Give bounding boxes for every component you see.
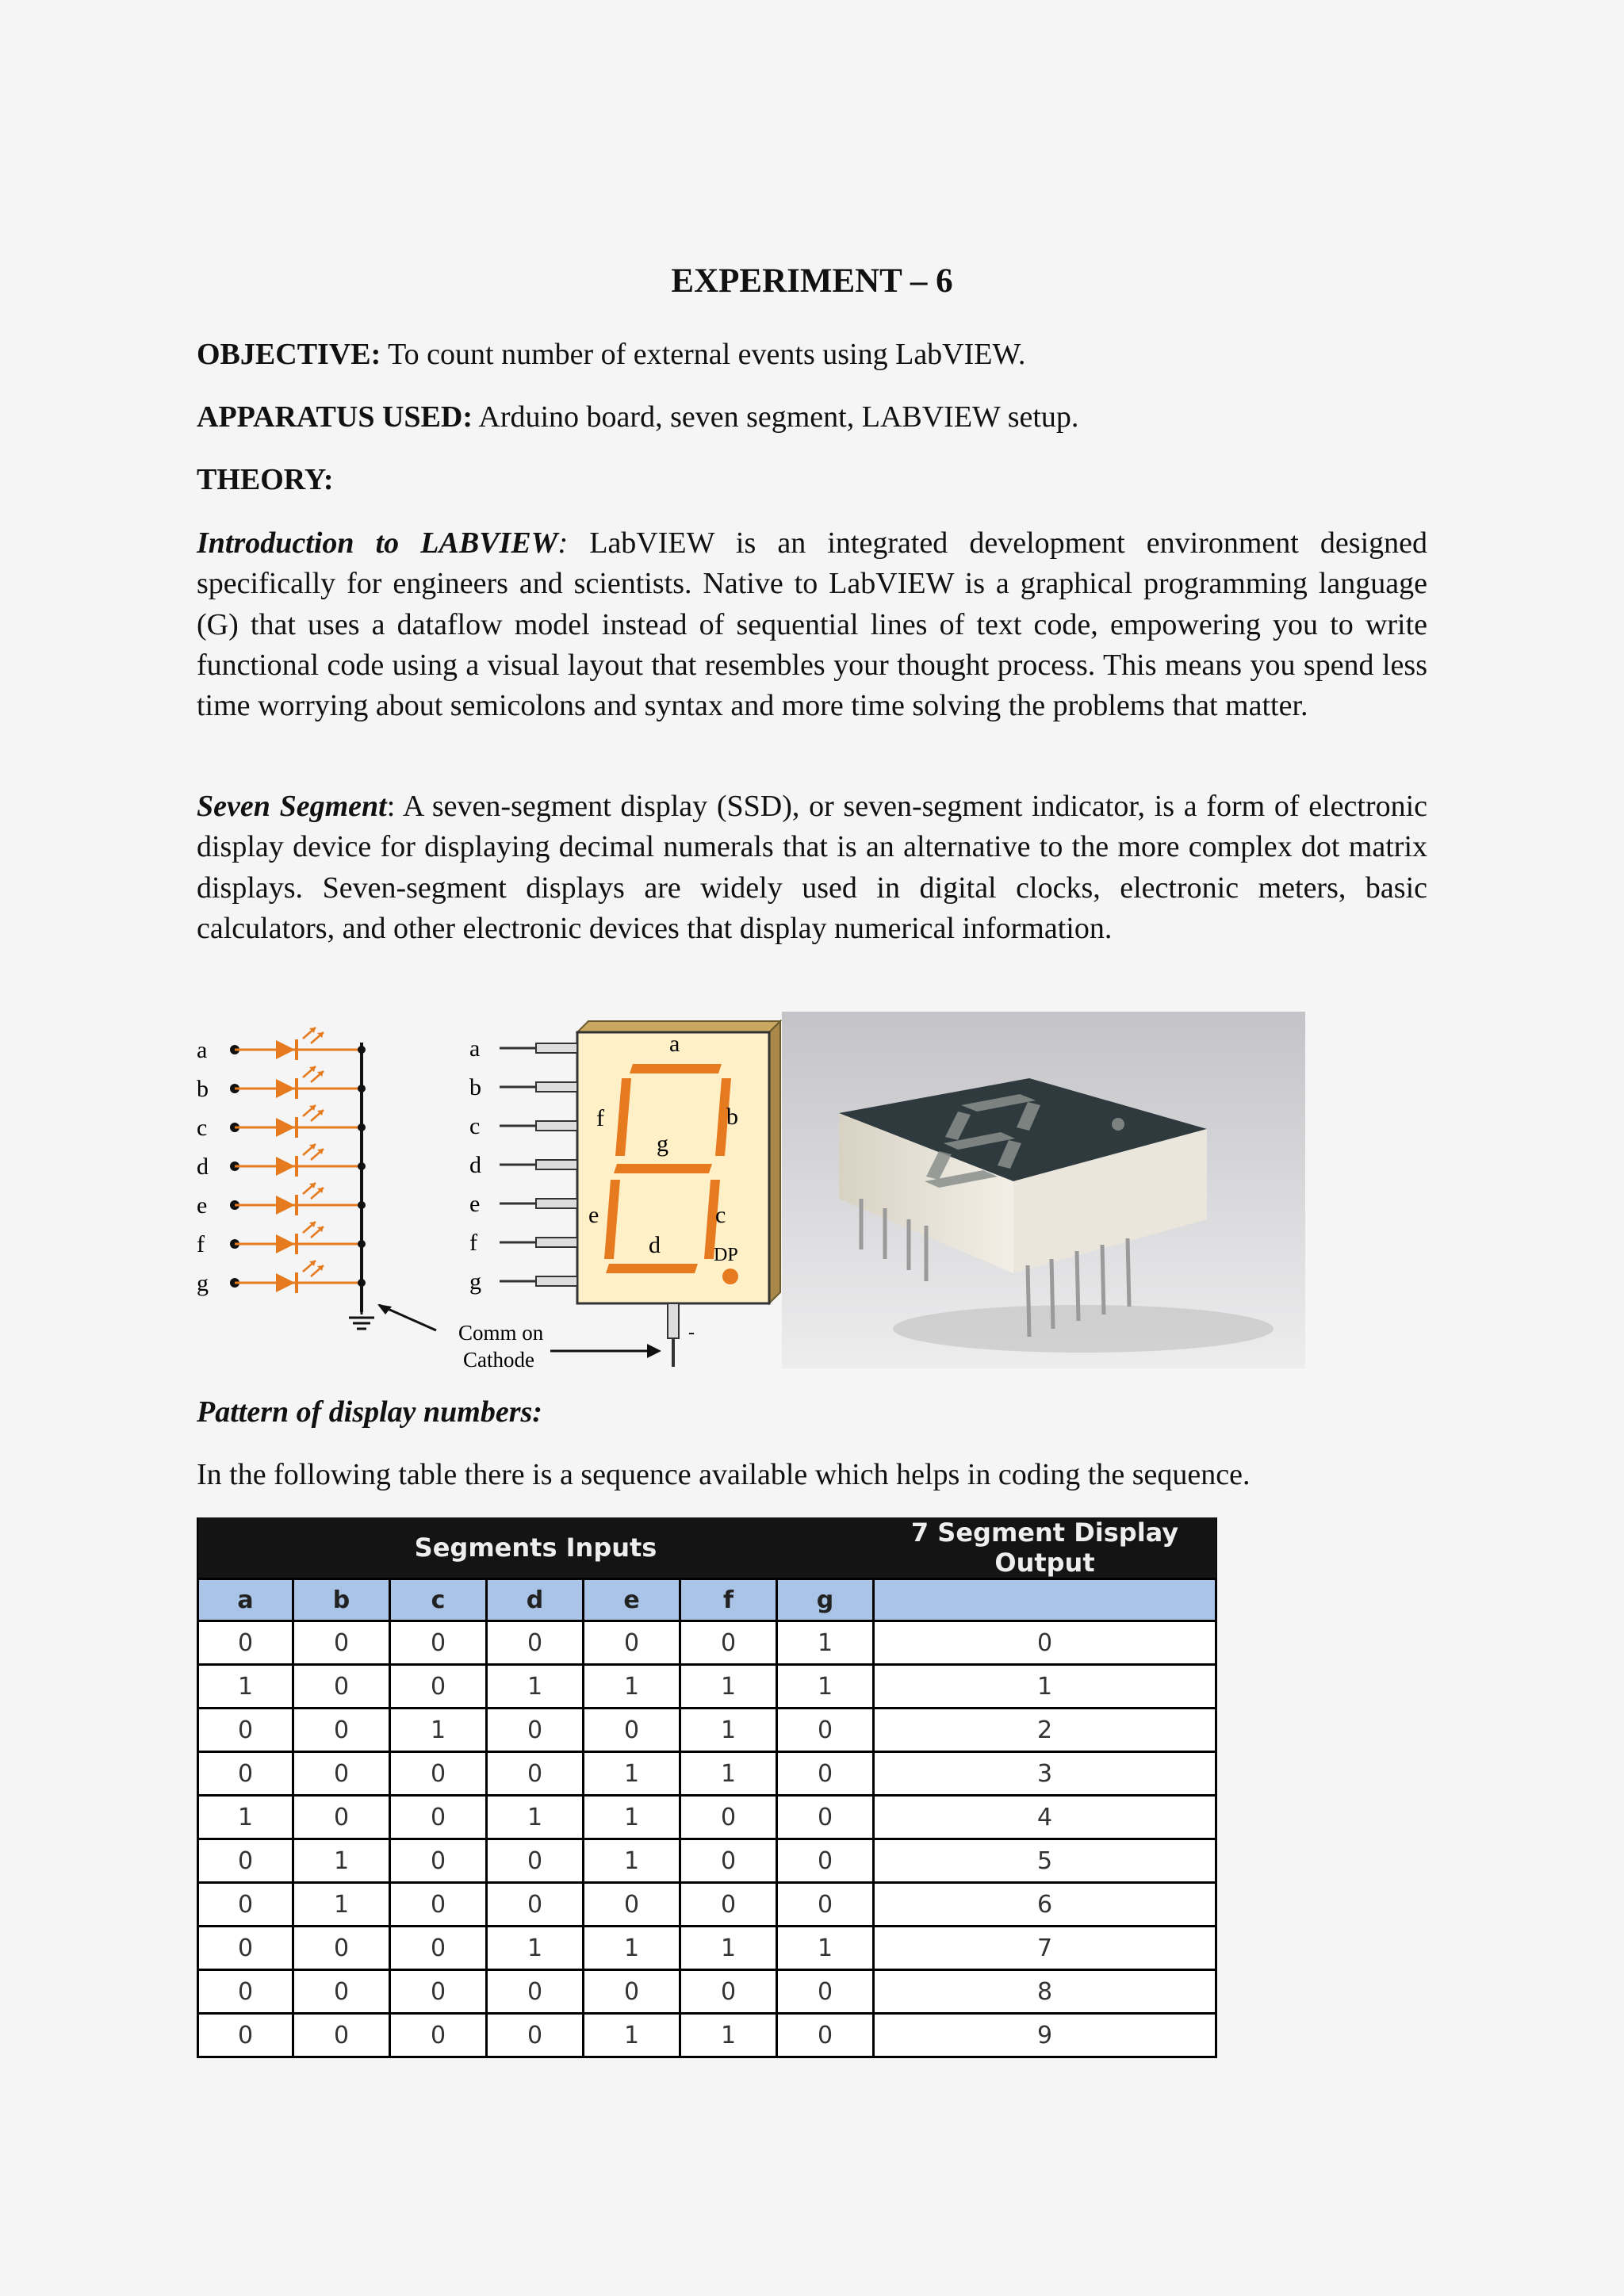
- table-row: [198, 2014, 1216, 2057]
- objective-label: OBJECTIVE:: [197, 338, 381, 371]
- table-row: [198, 1883, 1216, 1927]
- table-row: [198, 1970, 1216, 2014]
- output-cell: 7: [874, 1927, 1216, 1970]
- bit-cell: 1: [198, 1796, 293, 1839]
- bit-cell: 1: [487, 1665, 584, 1709]
- objective-line: [197, 335, 1025, 374]
- display-pin: [469, 1230, 577, 1256]
- led-row: [197, 1183, 366, 1219]
- seg-label-b: b: [726, 1104, 738, 1130]
- pin-label: g: [469, 1269, 481, 1295]
- bit-cell: 1: [390, 1709, 487, 1752]
- bit-cell: 0: [293, 1665, 390, 1709]
- pin-label: e: [469, 1191, 481, 1217]
- theory-heading: THEORY:: [197, 463, 334, 496]
- display-pin: [469, 1191, 577, 1217]
- bit-cell: 0: [680, 1839, 777, 1883]
- column-header-e: e: [584, 1579, 680, 1621]
- bit-cell: 1: [680, 1709, 777, 1752]
- bit-cell: 0: [777, 1970, 874, 2014]
- seg-label-c: c: [715, 1202, 726, 1228]
- output-cell: 4: [874, 1796, 1216, 1839]
- table-group-header: [198, 1517, 1216, 1579]
- bit-cell: 0: [293, 2014, 390, 2057]
- bit-cell: 0: [390, 2014, 487, 2057]
- bit-cell: 0: [487, 1752, 584, 1796]
- bit-cell: 0: [584, 1883, 680, 1927]
- bit-cell: 0: [198, 2014, 293, 2057]
- display-pin: [469, 1113, 577, 1139]
- bit-cell: 0: [293, 1927, 390, 1970]
- bit-cell: 1: [293, 1883, 390, 1927]
- bit-cell: 0: [487, 1970, 584, 2014]
- table-row: [198, 1796, 1216, 1839]
- bit-cell: 1: [584, 1752, 680, 1796]
- led-row: [197, 1261, 366, 1296]
- bit-cell: 1: [680, 2014, 777, 2057]
- pin-label: b: [469, 1074, 481, 1100]
- intro-colon: :: [557, 526, 569, 560]
- column-header-f: f: [680, 1579, 777, 1621]
- bit-cell: 0: [390, 1621, 487, 1665]
- apparatus-line: [197, 397, 1078, 437]
- table-row: [198, 1665, 1216, 1709]
- display-pin: [469, 1035, 577, 1062]
- bit-cell: 0: [390, 1970, 487, 2014]
- output-cell: 5: [874, 1839, 1216, 1883]
- seg-label-g: g: [657, 1131, 668, 1157]
- bit-cell: 1: [198, 1665, 293, 1709]
- bit-cell: 1: [487, 1927, 584, 1970]
- seg-label-e: e: [588, 1202, 599, 1228]
- seg-label-d: d: [649, 1232, 661, 1258]
- table-row: [198, 1621, 1216, 1665]
- bit-cell: 0: [777, 1839, 874, 1883]
- output-cell: 9: [874, 2014, 1216, 2057]
- led-label: a: [197, 1037, 208, 1063]
- bit-cell: 0: [584, 1621, 680, 1665]
- led-label: g: [197, 1270, 209, 1296]
- segment-table: [197, 1517, 1217, 2058]
- bit-cell: 1: [680, 1752, 777, 1796]
- bit-cell: 0: [390, 1927, 487, 1970]
- bit-cell: 0: [390, 1883, 487, 1927]
- table-column-header: [198, 1579, 1216, 1621]
- bit-cell: 0: [198, 1752, 293, 1796]
- column-header-a: a: [198, 1579, 293, 1621]
- output-cell: 3: [874, 1752, 1216, 1796]
- segment-dp: [722, 1269, 738, 1284]
- bit-cell: 0: [487, 1883, 584, 1927]
- segment-table-wrap: [197, 1517, 1217, 2058]
- intro-paragraph: [197, 523, 1427, 726]
- column-header-g: g: [777, 1579, 874, 1621]
- bit-cell: 0: [293, 1970, 390, 2014]
- bit-cell: 1: [584, 2014, 680, 2057]
- output-cell: 1: [874, 1665, 1216, 1709]
- apparatus-label: APPARATUS USED:: [197, 400, 473, 434]
- page-title: EXPERIMENT – 6: [671, 262, 953, 300]
- bit-cell: 0: [198, 1883, 293, 1927]
- pin-label: d: [469, 1152, 481, 1178]
- led-diode: [276, 1118, 295, 1137]
- table-row: [198, 1752, 1216, 1796]
- bit-cell: 1: [293, 1839, 390, 1883]
- led-label: d: [197, 1154, 209, 1180]
- seg-label-f: f: [596, 1105, 604, 1131]
- bit-cell: 0: [777, 1752, 874, 1796]
- bit-cell: 0: [198, 1621, 293, 1665]
- bit-cell: 1: [680, 1665, 777, 1709]
- column-header-d: d: [487, 1579, 584, 1621]
- bit-cell: 0: [680, 1883, 777, 1927]
- column-header-output: [874, 1579, 1216, 1621]
- led-diode: [276, 1273, 295, 1292]
- led-row: [197, 1222, 366, 1257]
- bit-cell: 0: [293, 1796, 390, 1839]
- led-row: [197, 1144, 366, 1180]
- intro-text: LabVIEW is an integrated development environment designed specifically for engineers and scientists. Native to LabVIEW is a graphical programming language (G) that uses a dataflow model instead of sequential lines of text code, empowering you to write functional code using a visual layout that resembles your thought process. This means you spend less time worrying about semicolons and syntax and more time solving the problems that matter.: [197, 526, 1427, 723]
- common-label-2: Cathode: [463, 1348, 534, 1372]
- common-pin: [668, 1303, 679, 1338]
- bit-cell: 1: [777, 1665, 874, 1709]
- bit-cell: 0: [198, 1970, 293, 2014]
- bit-cell: 0: [390, 1796, 487, 1839]
- seg-label-dp: DP: [714, 1245, 738, 1265]
- objective-text: To count number of external events using LabVIEW.: [381, 338, 1026, 371]
- bit-cell: 0: [198, 1839, 293, 1883]
- led-schematic: [197, 1027, 436, 1330]
- bit-cell: 1: [680, 1927, 777, 1970]
- bit-cell: 0: [293, 1621, 390, 1665]
- bit-cell: 0: [777, 2014, 874, 2057]
- led-diode: [276, 1079, 295, 1098]
- seven-label: Seven Segment: [197, 790, 387, 823]
- table-row: [198, 1927, 1216, 1970]
- segment-a: [630, 1064, 722, 1073]
- pin-label: a: [469, 1035, 481, 1062]
- common-label-1: Comm on: [458, 1321, 544, 1345]
- led-label: b: [197, 1076, 209, 1102]
- display-pin: [469, 1152, 577, 1178]
- table-row: [198, 1709, 1216, 1752]
- bit-cell: 0: [487, 2014, 584, 2057]
- bit-cell: 0: [390, 1665, 487, 1709]
- bit-cell: 1: [487, 1796, 584, 1839]
- seven-segment-paragraph: [197, 786, 1427, 949]
- bit-cell: 0: [390, 1839, 487, 1883]
- display-pin: [469, 1074, 577, 1100]
- seg-label-a: a: [669, 1031, 680, 1057]
- bit-cell: 0: [487, 1839, 584, 1883]
- pin-label: c: [469, 1113, 481, 1139]
- seven-text: : A seven-segment display (SSD), or seven-segment indicator, is a form of electronic display device for displaying decimal numerals that is an alternative to the more complex dot matrix displays. Seven-segment displays are widely used in digital clocks, electronic meters, basic calculators, and other electronic devices that display numerical information.: [197, 790, 1427, 945]
- led-row: [197, 1105, 366, 1141]
- output-cell: 8: [874, 1970, 1216, 2014]
- table-row: [198, 1839, 1216, 1883]
- seven-segment-photo: [782, 1012, 1305, 1368]
- bit-cell: 0: [293, 1752, 390, 1796]
- bit-cell: 1: [777, 1927, 874, 1970]
- output-cell: 6: [874, 1883, 1216, 1927]
- apparatus-text: Arduino board, seven segment, LABVIEW setup.: [473, 400, 1079, 434]
- bit-cell: 0: [487, 1621, 584, 1665]
- bit-cell: 1: [777, 1621, 874, 1665]
- bit-cell: 0: [584, 1709, 680, 1752]
- pattern-text: In the following table there is a sequence available which helps in coding the sequence.: [197, 1458, 1251, 1491]
- led-label: e: [197, 1192, 208, 1219]
- bit-cell: 0: [680, 1796, 777, 1839]
- bit-cell: 0: [198, 1709, 293, 1752]
- column-header-b: b: [293, 1579, 390, 1621]
- bit-cell: 0: [390, 1752, 487, 1796]
- led-row: [197, 1027, 366, 1063]
- output-cell: 2: [874, 1709, 1216, 1752]
- bit-cell: 1: [584, 1839, 680, 1883]
- column-header-c: c: [390, 1579, 487, 1621]
- bit-cell: 0: [293, 1709, 390, 1752]
- led-label: c: [197, 1115, 208, 1141]
- group-inputs: Segments Inputs: [198, 1517, 874, 1579]
- bit-cell: 0: [680, 1621, 777, 1665]
- bit-cell: 0: [777, 1883, 874, 1927]
- bit-cell: 0: [777, 1709, 874, 1752]
- intro-label: Introduction to LABVIEW: [197, 526, 558, 560]
- display-schematic: [458, 1021, 780, 1372]
- led-row: [197, 1066, 366, 1102]
- led-diode: [276, 1196, 295, 1215]
- led-diode: [276, 1157, 295, 1176]
- display-pin: [469, 1269, 577, 1295]
- bit-cell: 0: [777, 1796, 874, 1839]
- common-minus: -: [688, 1322, 695, 1343]
- pin-label: f: [469, 1230, 477, 1256]
- bit-cell: 0: [584, 1970, 680, 2014]
- segment-d: [606, 1264, 698, 1273]
- output-cell: 0: [874, 1621, 1216, 1665]
- led-diode: [276, 1040, 295, 1059]
- bit-cell: 1: [584, 1665, 680, 1709]
- pattern-heading: Pattern of display numbers:: [197, 1395, 542, 1429]
- bit-cell: 0: [487, 1709, 584, 1752]
- segment-g: [614, 1164, 712, 1173]
- bit-cell: 0: [198, 1927, 293, 1970]
- bit-cell: 0: [680, 1970, 777, 2014]
- bit-cell: 1: [584, 1796, 680, 1839]
- bit-cell: 1: [584, 1927, 680, 1970]
- group-output: 7 Segment Display Output: [874, 1517, 1216, 1579]
- led-diode: [276, 1234, 295, 1253]
- led-label: f: [197, 1231, 205, 1257]
